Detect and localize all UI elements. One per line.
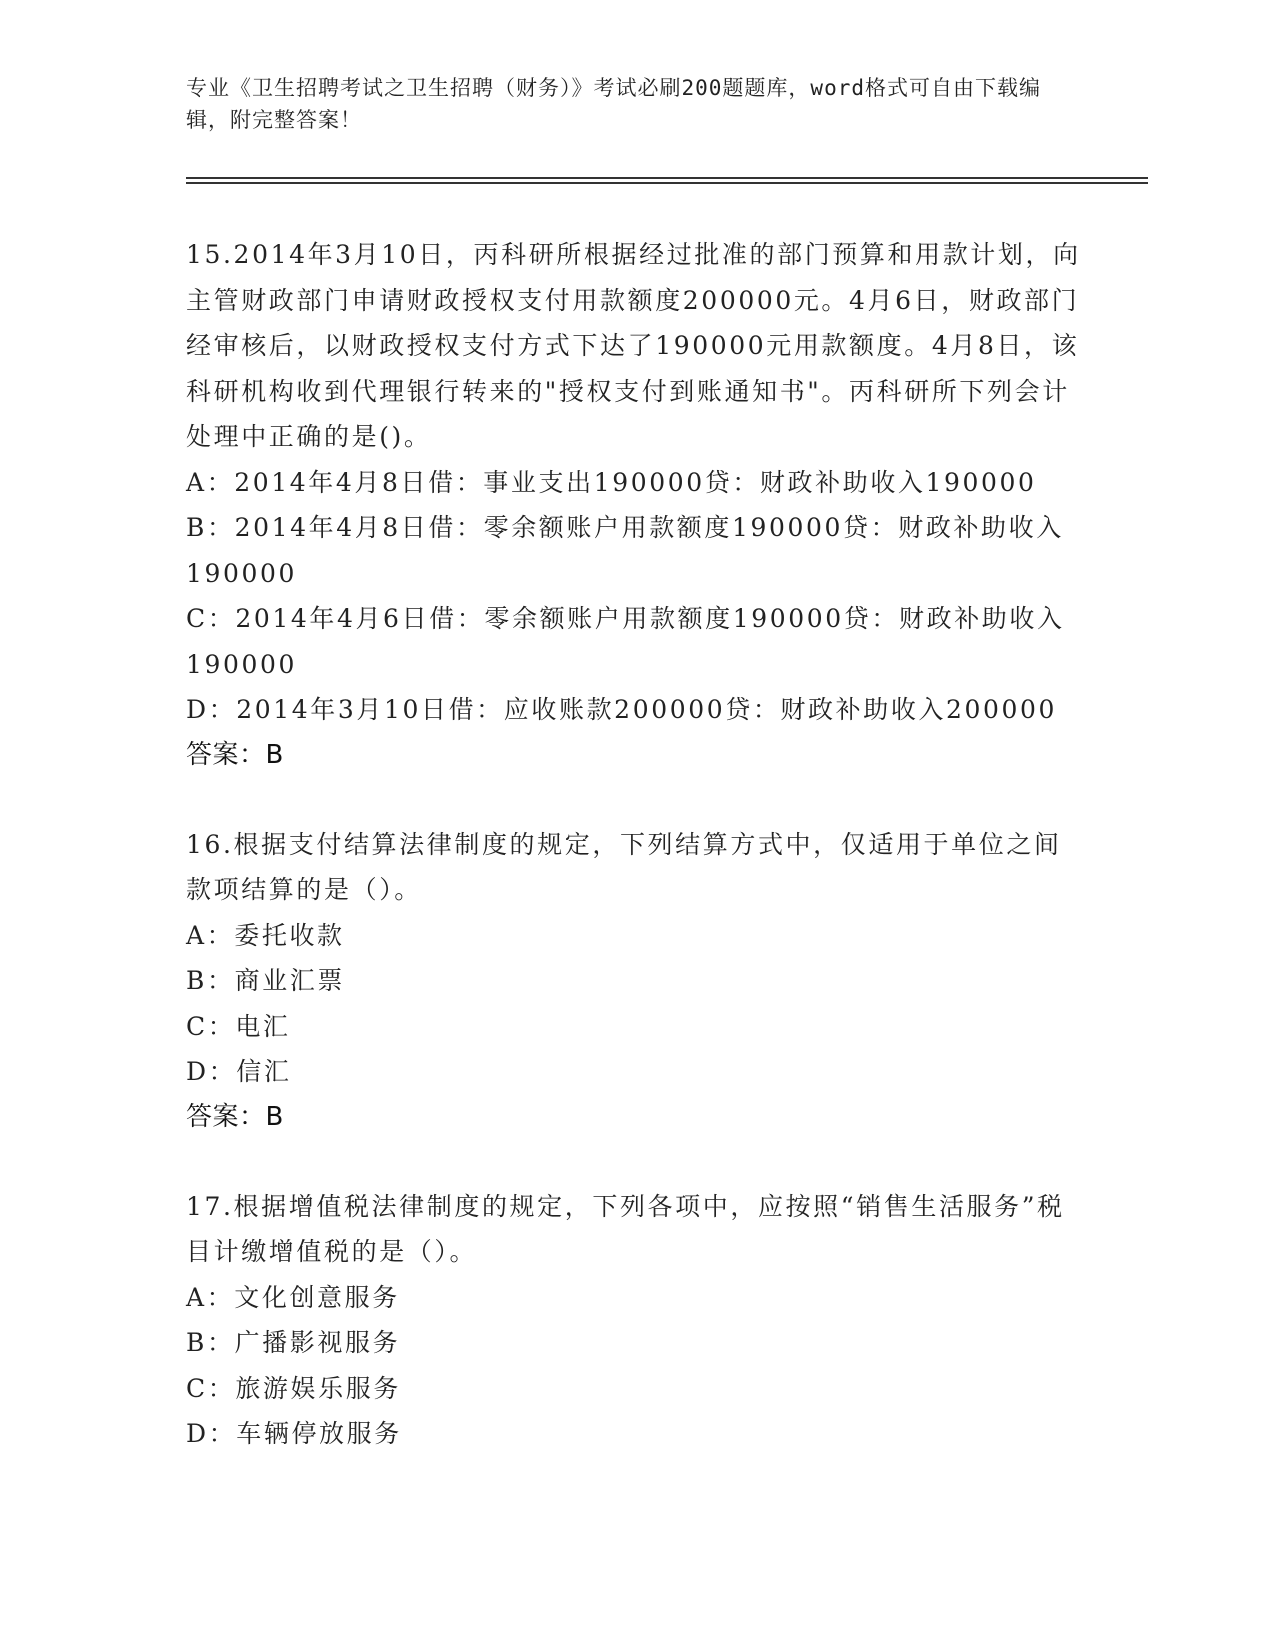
option-d: D：信汇 (186, 1057, 292, 1086)
option-d: D：2014年3月10日借：应收账款200000贷：财政补助收入200000 (186, 695, 1058, 724)
question-stem: 15.2014年3月10日，丙科研所根据经过批准的部门预算和用款计划，向主管财政部门申请财政授权支付用款额度200000元。4月6日，财政部门经审核后，以财政授权支付方式下达了190000元用款额度。4月8日，该科研机构收到代理银行转来的"授权支付到账通知书"。丙科研所下列会计处理中正确的是()。 (186, 240, 1081, 451)
option-b: B：广播影视服务 (186, 1328, 401, 1357)
header-divider-top (186, 177, 1148, 179)
option-a: A：2014年4月8日借：事业支出190000贷：财政补助收入190000 (186, 467, 1037, 497)
document-header: 专业《卫生招聘考试之卫生招聘（财务）》考试必刷200题题库，word格式可自由下载编辑，附完整答案！ (186, 76, 1041, 132)
option-b: B：2014年4月8日借：零余额账户用款额度190000贷：财政补助收入190000 (186, 513, 1064, 588)
question-list (186, 232, 1081, 1501)
question-15 (186, 232, 1081, 778)
header-divider-bottom (186, 182, 1148, 184)
option-a: A：文化创意服务 (186, 1282, 400, 1312)
question-16 (186, 822, 1081, 1140)
option-d: D：车辆停放服务 (186, 1419, 402, 1448)
question-17 (186, 1184, 1081, 1457)
question-stem: 16.根据支付结算法律制度的规定，下列结算方式中，仅适用于单位之间款项结算的是（）。 (186, 829, 1062, 904)
answer: 答案：B (186, 739, 284, 770)
option-c: C：2014年4月6日借：零余额账户用款额度190000贷：财政补助收入190000 (186, 604, 1065, 679)
question-stem: 17.根据增值税法律制度的规定，下列各项中，应按照“销售生活服务”税目计缴增值税的是（）。 (186, 1191, 1065, 1266)
option-a: A：委托收款 (186, 920, 345, 950)
option-c: C：电汇 (186, 1011, 291, 1041)
option-c: C：旅游娱乐服务 (186, 1373, 401, 1403)
answer: 答案：B (186, 1101, 284, 1132)
option-b: B：商业汇票 (186, 966, 345, 995)
